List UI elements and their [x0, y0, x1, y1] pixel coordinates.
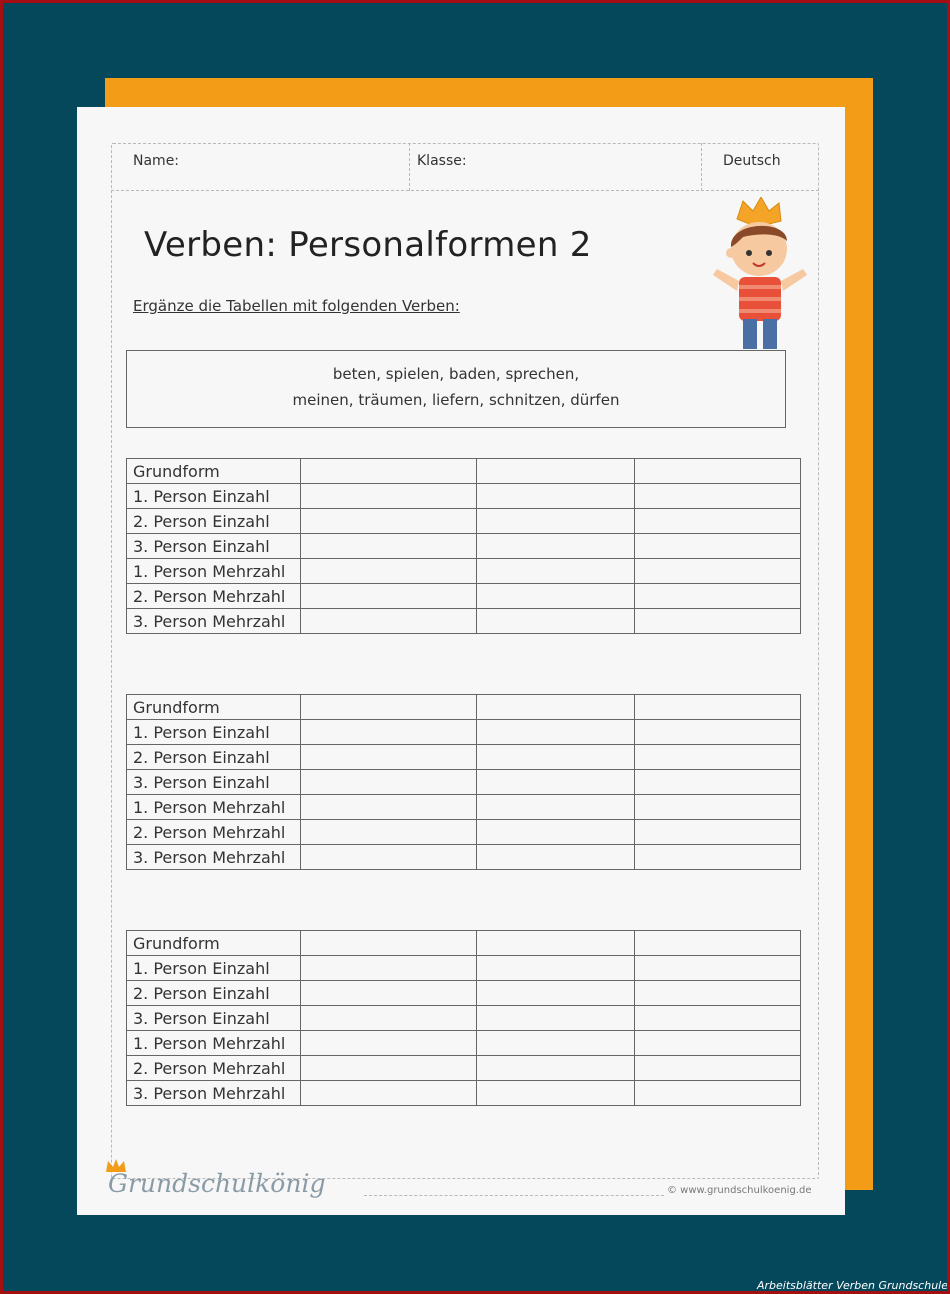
answer-cell[interactable] [301, 981, 477, 1006]
answer-cell[interactable] [635, 484, 801, 509]
table-row [127, 459, 801, 484]
conjugation-table [126, 930, 801, 1106]
row-label: 3. Person Einzahl [127, 770, 301, 795]
table-row [127, 931, 801, 956]
table-row [127, 1006, 801, 1031]
answer-cell[interactable] [477, 1031, 635, 1056]
row-label: 3. Person Einzahl [127, 534, 301, 559]
answer-cell[interactable] [301, 609, 477, 634]
instruction-text: Ergänze die Tabellen mit folgenden Verben: [133, 297, 460, 315]
answer-cell[interactable] [477, 956, 635, 981]
table-row [127, 1056, 801, 1081]
answer-cell[interactable] [635, 795, 801, 820]
answer-cell[interactable] [477, 795, 635, 820]
answer-cell[interactable] [301, 584, 477, 609]
table-row [127, 484, 801, 509]
answer-cell[interactable] [477, 845, 635, 870]
row-label: Grundform [127, 695, 301, 720]
worksheet [77, 107, 845, 1215]
table-row [127, 584, 801, 609]
answer-cell[interactable] [301, 559, 477, 584]
verb-list-box [126, 350, 786, 428]
answer-cell[interactable] [477, 745, 635, 770]
answer-cell[interactable] [477, 484, 635, 509]
answer-cell[interactable] [301, 1006, 477, 1031]
answer-cell[interactable] [301, 695, 477, 720]
answer-cell[interactable] [301, 956, 477, 981]
row-label: Grundform [127, 459, 301, 484]
answer-cell[interactable] [301, 770, 477, 795]
conjugation-table [126, 694, 801, 870]
row-label: 3. Person Einzahl [127, 1006, 301, 1031]
row-label: 3. Person Mehrzahl [127, 609, 301, 634]
answer-cell[interactable] [635, 509, 801, 534]
row-label: 1. Person Einzahl [127, 484, 301, 509]
row-label: 2. Person Einzahl [127, 745, 301, 770]
table-row [127, 1081, 801, 1106]
table-row [127, 770, 801, 795]
row-label: 1. Person Mehrzahl [127, 1031, 301, 1056]
class-label: Klasse: [417, 153, 467, 169]
footer-divider [364, 1195, 664, 1196]
verb-list-line: beten, spielen, baden, sprechen, [332, 365, 580, 383]
row-label: 3. Person Mehrzahl [127, 845, 301, 870]
image-caption: Arbeitsblätter Verben Grundschule [757, 1279, 948, 1292]
row-label: 3. Person Mehrzahl [127, 1081, 301, 1106]
row-label: 1. Person Mehrzahl [127, 795, 301, 820]
table-row [127, 795, 801, 820]
copyright-text: © www.grundschulkoenig.de [667, 1185, 812, 1196]
answer-cell[interactable] [477, 1081, 635, 1106]
answer-cell[interactable] [301, 509, 477, 534]
table-row [127, 956, 801, 981]
table-row [127, 820, 801, 845]
worksheet-header [111, 143, 819, 191]
answer-cell[interactable] [477, 981, 635, 1006]
answer-cell[interactable] [635, 695, 801, 720]
answer-cell[interactable] [635, 956, 801, 981]
subject-label: Deutsch [723, 153, 781, 169]
answer-cell[interactable] [301, 484, 477, 509]
name-label: Name: [133, 153, 180, 169]
answer-cell[interactable] [301, 534, 477, 559]
verb-list-line: meinen, träumen, liefern, schnitzen, dürfen [292, 391, 620, 409]
answer-cell[interactable] [477, 1006, 635, 1031]
answer-cell[interactable] [635, 845, 801, 870]
answer-cell[interactable] [635, 1056, 801, 1081]
table-row [127, 981, 801, 1006]
answer-cell[interactable] [301, 845, 477, 870]
answer-cell[interactable] [477, 720, 635, 745]
header-divider [409, 143, 410, 191]
answer-cell[interactable] [635, 1031, 801, 1056]
answer-cell[interactable] [635, 534, 801, 559]
answer-cell[interactable] [301, 820, 477, 845]
answer-cell[interactable] [477, 584, 635, 609]
row-label: 2. Person Mehrzahl [127, 584, 301, 609]
table-row [127, 609, 801, 634]
answer-cell[interactable] [477, 459, 635, 484]
answer-cell[interactable] [635, 820, 801, 845]
answer-cell[interactable] [301, 795, 477, 820]
answer-cell[interactable] [477, 1056, 635, 1081]
answer-cell[interactable] [477, 770, 635, 795]
answer-cell[interactable] [635, 459, 801, 484]
answer-cell[interactable] [477, 534, 635, 559]
row-label: Grundform [127, 931, 301, 956]
row-label: 1. Person Einzahl [127, 720, 301, 745]
row-label: 2. Person Einzahl [127, 981, 301, 1006]
table-row [127, 509, 801, 534]
page-title: Verben: Personalformen 2 [144, 225, 592, 265]
row-label: 2. Person Mehrzahl [127, 1056, 301, 1081]
row-label: 1. Person Mehrzahl [127, 559, 301, 584]
answer-cell[interactable] [635, 559, 801, 584]
answer-cell[interactable] [477, 820, 635, 845]
row-label: 2. Person Mehrzahl [127, 820, 301, 845]
answer-cell[interactable] [301, 1056, 477, 1081]
answer-cell[interactable] [635, 745, 801, 770]
answer-cell[interactable] [635, 1081, 801, 1106]
table-row [127, 695, 801, 720]
answer-cell[interactable] [635, 1006, 801, 1031]
table-row [127, 845, 801, 870]
row-label: 1. Person Einzahl [127, 956, 301, 981]
answer-cell[interactable] [301, 931, 477, 956]
answer-cell[interactable] [477, 509, 635, 534]
answer-cell[interactable] [635, 931, 801, 956]
conjugation-table [126, 458, 801, 634]
header-divider [701, 143, 702, 191]
answer-cell[interactable] [301, 1081, 477, 1106]
answer-cell[interactable] [635, 720, 801, 745]
answer-cell[interactable] [635, 981, 801, 1006]
answer-cell[interactable] [301, 459, 477, 484]
table-row [127, 559, 801, 584]
answer-cell[interactable] [477, 931, 635, 956]
answer-cell[interactable] [635, 609, 801, 634]
crowned-boy-icon [709, 197, 811, 357]
answer-cell[interactable] [635, 584, 801, 609]
table-row [127, 720, 801, 745]
answer-cell[interactable] [301, 745, 477, 770]
answer-cell[interactable] [301, 720, 477, 745]
table-row [127, 745, 801, 770]
row-label: 2. Person Einzahl [127, 509, 301, 534]
table-row [127, 534, 801, 559]
answer-cell[interactable] [477, 695, 635, 720]
answer-cell[interactable] [301, 1031, 477, 1056]
answer-cell[interactable] [477, 559, 635, 584]
table-row [127, 1031, 801, 1056]
answer-cell[interactable] [477, 609, 635, 634]
brand-logo: Grundschulkönig [108, 1169, 326, 1198]
answer-cell[interactable] [635, 770, 801, 795]
